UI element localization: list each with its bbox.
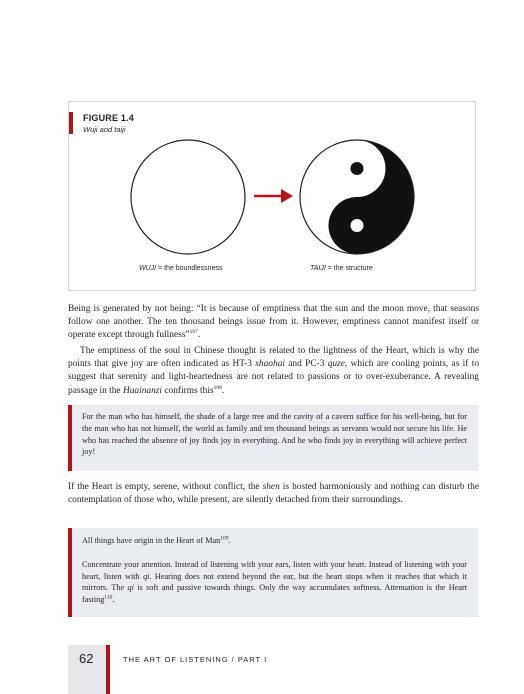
term-italic: shaohai bbox=[255, 359, 285, 370]
endnote-ref: 109 bbox=[220, 535, 229, 542]
paragraph-text: The emptiness of the soul in Chinese thought is related to the lightness of the Heart, which is why the points that give joy are often indicated as HT-3 bbox=[68, 346, 479, 370]
block-quote-1 bbox=[68, 405, 479, 471]
term-italic: Huainanzi bbox=[122, 385, 163, 396]
wuji-caption-term: WUJI bbox=[139, 265, 157, 272]
paragraph-text: and PC-3 bbox=[284, 359, 328, 370]
figure-illustration bbox=[69, 102, 477, 292]
body-paragraph-2 bbox=[68, 345, 479, 398]
quote-accent-bar bbox=[68, 405, 72, 471]
wuji-caption-rest: = the boundlessness bbox=[156, 265, 223, 272]
quote-body bbox=[82, 559, 467, 606]
wuji-caption bbox=[139, 265, 222, 272]
quote-text: For the man who has himself, the shade of a large tree and the cavity of a cavern suffice for his well-being, but for the man who has not himself, the world as family and ten thousand beings as servants would not secure his life. He who has reached the absence of joy finds joy in everything. And he who finds joy in everything will achieve perfect joy! bbox=[82, 412, 467, 457]
figure-1-4 bbox=[68, 101, 476, 291]
taiji-caption bbox=[310, 265, 373, 272]
taiji-caption-term: TAIJI bbox=[310, 265, 326, 272]
endnote-ref: 110 bbox=[104, 594, 113, 601]
taiji-caption-rest: = the structure bbox=[325, 265, 373, 272]
quote-accent-bar bbox=[68, 528, 72, 617]
quote-text: is soft and passive towards things. Only the way accumulates softness. Attenuation is the Heart fasting bbox=[82, 583, 467, 605]
body-paragraph-3 bbox=[68, 481, 479, 507]
quote-text: All things have origin in the Heart of Man bbox=[82, 536, 221, 545]
term-italic: qi bbox=[127, 583, 134, 593]
body-paragraph-1 bbox=[68, 303, 479, 343]
paragraph-text: confirms this bbox=[162, 385, 214, 396]
figure-subtitle: Wuji and taiji bbox=[83, 125, 126, 134]
quote-first-line bbox=[82, 535, 467, 547]
figure-label: FIGURE 1.4 bbox=[83, 113, 135, 123]
quote-text: . Hearing does not extend beyond the ear, but the heart stops when it reaches that which it mirrors. The bbox=[82, 571, 467, 593]
quote-tail: . bbox=[112, 595, 115, 605]
footer-accent-bar bbox=[106, 645, 110, 694]
right-arrow-icon bbox=[254, 189, 293, 203]
quote-text: Concentrate your attention. Instead of listening with your ears, listen with your heart. Instead of listening with your heart, listen with bbox=[82, 559, 467, 581]
endnote-ref: 108 bbox=[213, 384, 222, 391]
running-head: THE ART OF LISTENING / PART I bbox=[123, 655, 268, 664]
paragraph-tail: . bbox=[197, 330, 201, 341]
yin-yang-symbol-icon bbox=[300, 140, 414, 254]
term-italic: qi bbox=[143, 571, 150, 581]
term-italic: shen bbox=[262, 482, 280, 492]
paragraph-text: If the Heart is empty, serene, without conflict, the bbox=[68, 482, 263, 492]
quote-tail: . bbox=[228, 536, 231, 545]
paragraph-text: , which are cooling points, as if to suggest that serenity and light-heartedness are not related to passions or to over-exuberance. A revealing passage in the bbox=[68, 359, 480, 396]
wuji-empty-circle-icon bbox=[131, 140, 245, 254]
page-number: 62 bbox=[79, 651, 94, 666]
paragraph-text: Being is generated by not being: “It is because of emptiness that the sun and the moon move, that seasons follow one another. The ten thousand beings issue from it. However, emptiness cannot manifest itself or operate except through fullness” bbox=[68, 304, 479, 341]
term-italic: quze bbox=[327, 359, 345, 370]
paragraph-tail: . bbox=[221, 385, 225, 396]
endnote-ref: 107 bbox=[189, 329, 198, 336]
block-quote-2 bbox=[68, 528, 479, 617]
paragraph-text: is hosted harmoniously and nothing can disturb the contemplation of those who, while present, are silently detached from their surroundings. bbox=[68, 482, 479, 506]
